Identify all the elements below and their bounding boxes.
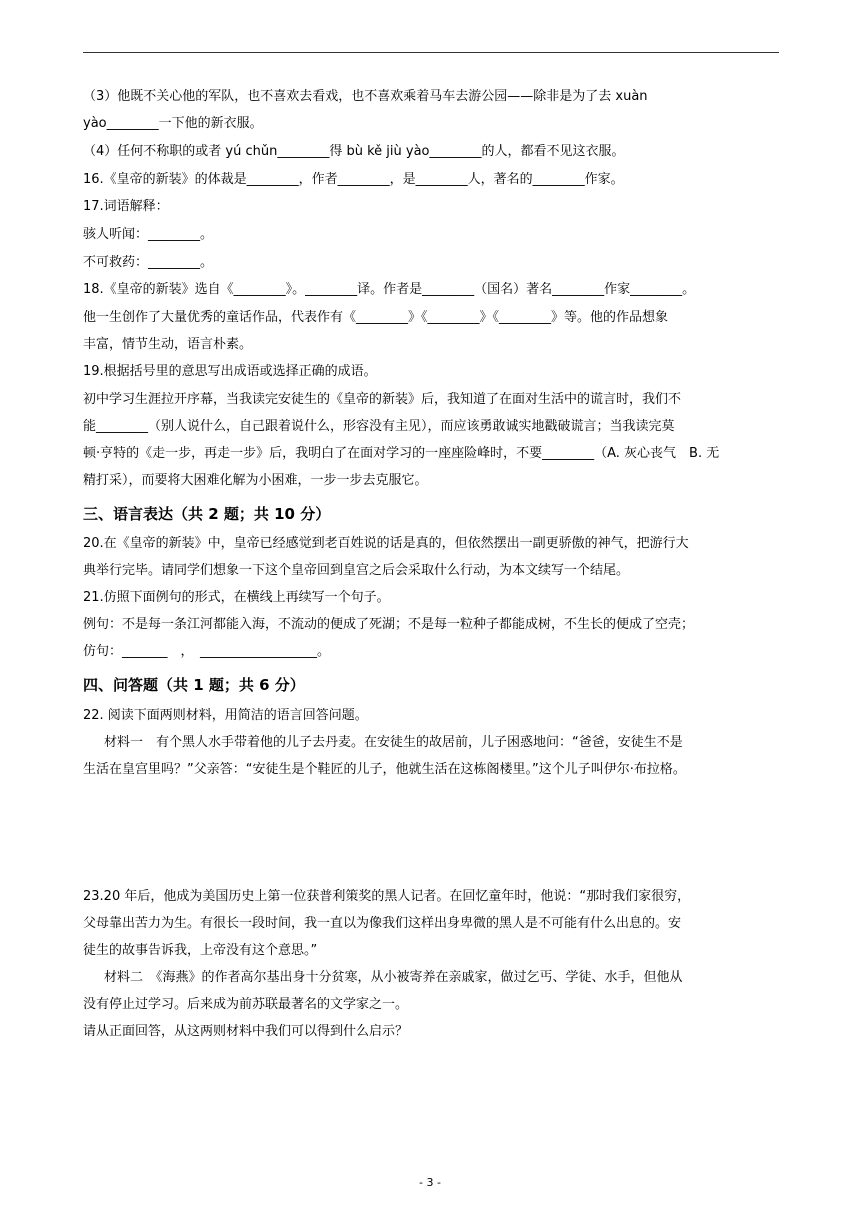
material-1-line1: 材料一 有个黑人水手带着他的儿子去丹麦。在安徒生的故居前，儿子困惑地问：“爸爸，安徒生不是 — [104, 735, 683, 750]
q20-line2: 典举行完毕。请同学们想象一下这个皇帝回到皇宫之后会采取什么行动，为本文续写一个结尾。 — [83, 563, 630, 578]
q18-line1: 18.《皇帝的新装》选自《________》。________译。作者是________（国名）著名________作家________。 — [83, 282, 696, 297]
q21-title: 21.仿照下面例句的形式，在横线上再续写一个句子。 — [83, 590, 390, 605]
header-rule — [83, 52, 779, 53]
q20-line1: 20.在《皇帝的新装》中，皇帝已经感觉到老百姓说的话是真的，但依然摆出一副更骄傲的神气，把游行大 — [83, 536, 689, 551]
section-4-heading: 四、问答题（共 1 题；共 6 分） — [83, 676, 305, 694]
material-2-line2: 没有停止过学习。后来成为前苏联最著名的文学家之一。 — [83, 997, 409, 1012]
section-3-heading: 三、语言表达（共 2 题；共 10 分） — [83, 505, 331, 523]
q15-item3-line2: yào________一下他的新衣服。 — [83, 116, 263, 131]
material-2-line1: 材料二 《海燕》的作者高尔基出身十分贫寒，从小被寄养在亲戚家，做过乞丐、学徒、水手，但他从 — [104, 970, 683, 985]
q21-example: 例句：不是每一条江河都能入海，不流动的便成了死湖；不是每一粒种子都能成树，不生长的便成了空壳； — [83, 617, 695, 632]
question-prompt: 请从正面回答，从这两则材料中我们可以得到什么启示？ — [83, 1024, 409, 1039]
material-1-line2: 生活在皇宫里吗？”父亲答：“安徒生是个鞋匠的儿子，他就生活在这栋阁楼里。”这个儿子叫伊尔·布拉格。 — [83, 762, 686, 777]
q18-line2: 他一生创作了大量优秀的童话作品，代表作有《________》《________》《________》等。他的作品想象 — [83, 310, 669, 325]
q15-item3-line1: （3）他既不关心他的军队，也不喜欢去看戏，也不喜欢乘着马车去游公园——除非是为了去 xuàn — [83, 89, 648, 104]
q17-title: 17.词语解释： — [83, 199, 169, 214]
q19-line2: 能________（别人说什么，自己跟着说什么，形容没有主见），而应该勇敢诚实地戳破谎言；当我读完莫 — [83, 419, 675, 434]
q18-line3: 丰富，情节生动，语言朴素。 — [83, 337, 253, 352]
q15-item4: （4）任何不称职的或者 yú chǔn________得 bù kě jiù yào________的人，都看不见这衣服。 — [83, 144, 625, 159]
q23-line2: 父母靠出苦力为生。有很长一段时间，我一直以为像我们这样出身卑微的黑人是不可能有什么出息的。安 — [83, 916, 682, 931]
q19-line4: 精打采），而要将大困难化解为小困难，一步一步去克服它。 — [83, 473, 428, 488]
q17-term1: 骇人听闻：________。 — [83, 227, 214, 242]
q21-answer: 仿句：_______ ， __________________。 — [83, 644, 331, 659]
q23-line1: 23.20 年后，他成为美国历史上第一位获普利策奖的黑人记者。在回忆童年时，他说：“那时我们家很穷， — [83, 889, 691, 904]
q22-title: 22. 阅读下面两则材料，用简洁的语言回答问题。 — [83, 708, 368, 723]
q16: 16.《皇帝的新装》的体裁是________，作者________，是________人，著名的________作家。 — [83, 172, 624, 187]
q17-term2: 不可救药：________。 — [83, 255, 214, 270]
q19-line3: 顿·亨特的《走一步，再走一步》后，我明白了在面对学习的一座座险峰时，不要________（A. 灰心丧气 B. 无 — [83, 446, 720, 461]
q19-line1: 初中学习生涯拉开序幕，当我读完安徒生的《皇帝的新装》后，我知道了在面对生活中的谎言时，我们不 — [83, 392, 682, 407]
page-number: - 3 - — [419, 1176, 441, 1189]
q19-title: 19.根据括号里的意思写出成语或选择正确的成语。 — [83, 364, 377, 379]
q23-line3: 徒生的故事告诉我，上帝没有这个意思。” — [83, 943, 318, 958]
